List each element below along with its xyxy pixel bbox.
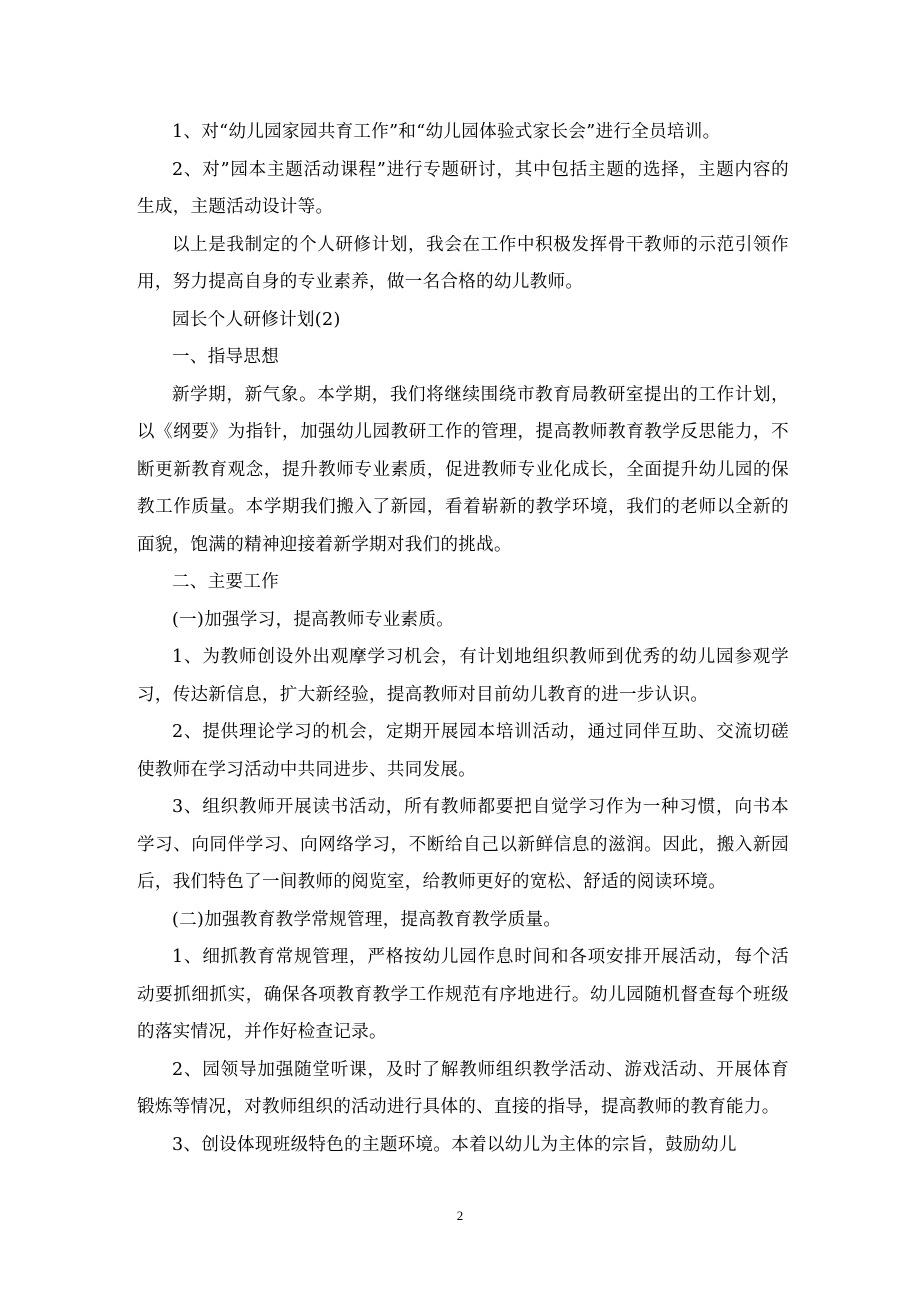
subheading-routine-management: (二)加强教育教学常规管理，提高教育教学质量。	[172, 909, 562, 930]
paragraph-routine-management: 1、细抓教育常规管理，严格按幼儿园作息时间和各项安排开展活动，每个活动要抓细抓实，确保各项教育教学工作规范有序地进行。幼儿园随机督查每个班级的落实情况，并作好检查记录。	[137, 947, 789, 1042]
heading-guiding-thought: 一、指导思想	[172, 347, 280, 367]
subheading-strengthen-learning: (一)加强学习，提高教师专业素质。	[172, 609, 455, 630]
paragraph-theme-environment: 3、创设体现班级特色的主题环境。本着以幼儿为主体的宗旨，鼓励幼儿	[172, 1134, 737, 1155]
paragraph-reading-activity: 3、组织教师开展读书活动，所有教师都要把自觉学习作为一种习惯，向书本学习、向同伴学习、向网络学习，不断给自己以新鲜信息的滋润。因此，搬入新园后，我们特色了一间教师的阅览室，给教师更好的宽松、舒适的阅读环境。	[137, 797, 789, 892]
page-number: 2	[456, 1208, 464, 1223]
paragraph-training: 1、对“幼儿园家园共育工作”和“幼儿园体验式家长会”进行全员培训。	[172, 122, 721, 142]
paragraph-class-observation: 2、园领导加强随堂听课，及时了解教师组织教学活动、游戏活动、开展体育锻炼等情况，对教师组织的活动进行具体的、直接的指导，提高教师的教育能力。	[137, 1059, 789, 1117]
paragraph-theory-learning: 2、提供理论学习的机会，定期开展园本培训活动，通过同伴互助、交流切磋使教师在学习活动中共同进步、共同发展。	[137, 722, 789, 780]
paragraph-observation-learning: 1、为教师创设外出观摩学习机会，有计划地组织教师到优秀的幼儿园参观学习，传达新信息，扩大新经验，提高教师对目前幼儿教育的进一步认识。	[137, 647, 789, 705]
document-body	[137, 114, 789, 1164]
heading-main-work: 二、主要工作	[172, 572, 280, 592]
section-title: 园长个人研修计划(2)	[172, 309, 341, 330]
paragraph-summary: 以上是我制定的个人研修计划，我会在工作中积极发挥骨干教师的示范引领作用，努力提高自身的专业素养，做一名合格的幼儿教师。	[137, 234, 789, 292]
paragraph-research: 2、对”园本主题活动课程”进行专题研讨，其中包括主题的选择，主题内容的生成，主题活动设计等。	[137, 159, 789, 217]
paragraph-guiding-thought: 新学期，新气象。本学期，我们将继续围绕市教育局教研室提出的工作计划，以《纲要》为指针，加强幼儿园教研工作的管理，提高教师教育教学反思能力，不断更新教育观念，提升教师专业素质，促进教师专业化成长，全面提升幼儿园的保教工作质量。本学期我们搬入了新园，看着崭新的教学环境，我们的老师以全新的面貌，饱满的精神迎接着新学期对我们的挑战。	[137, 384, 789, 555]
